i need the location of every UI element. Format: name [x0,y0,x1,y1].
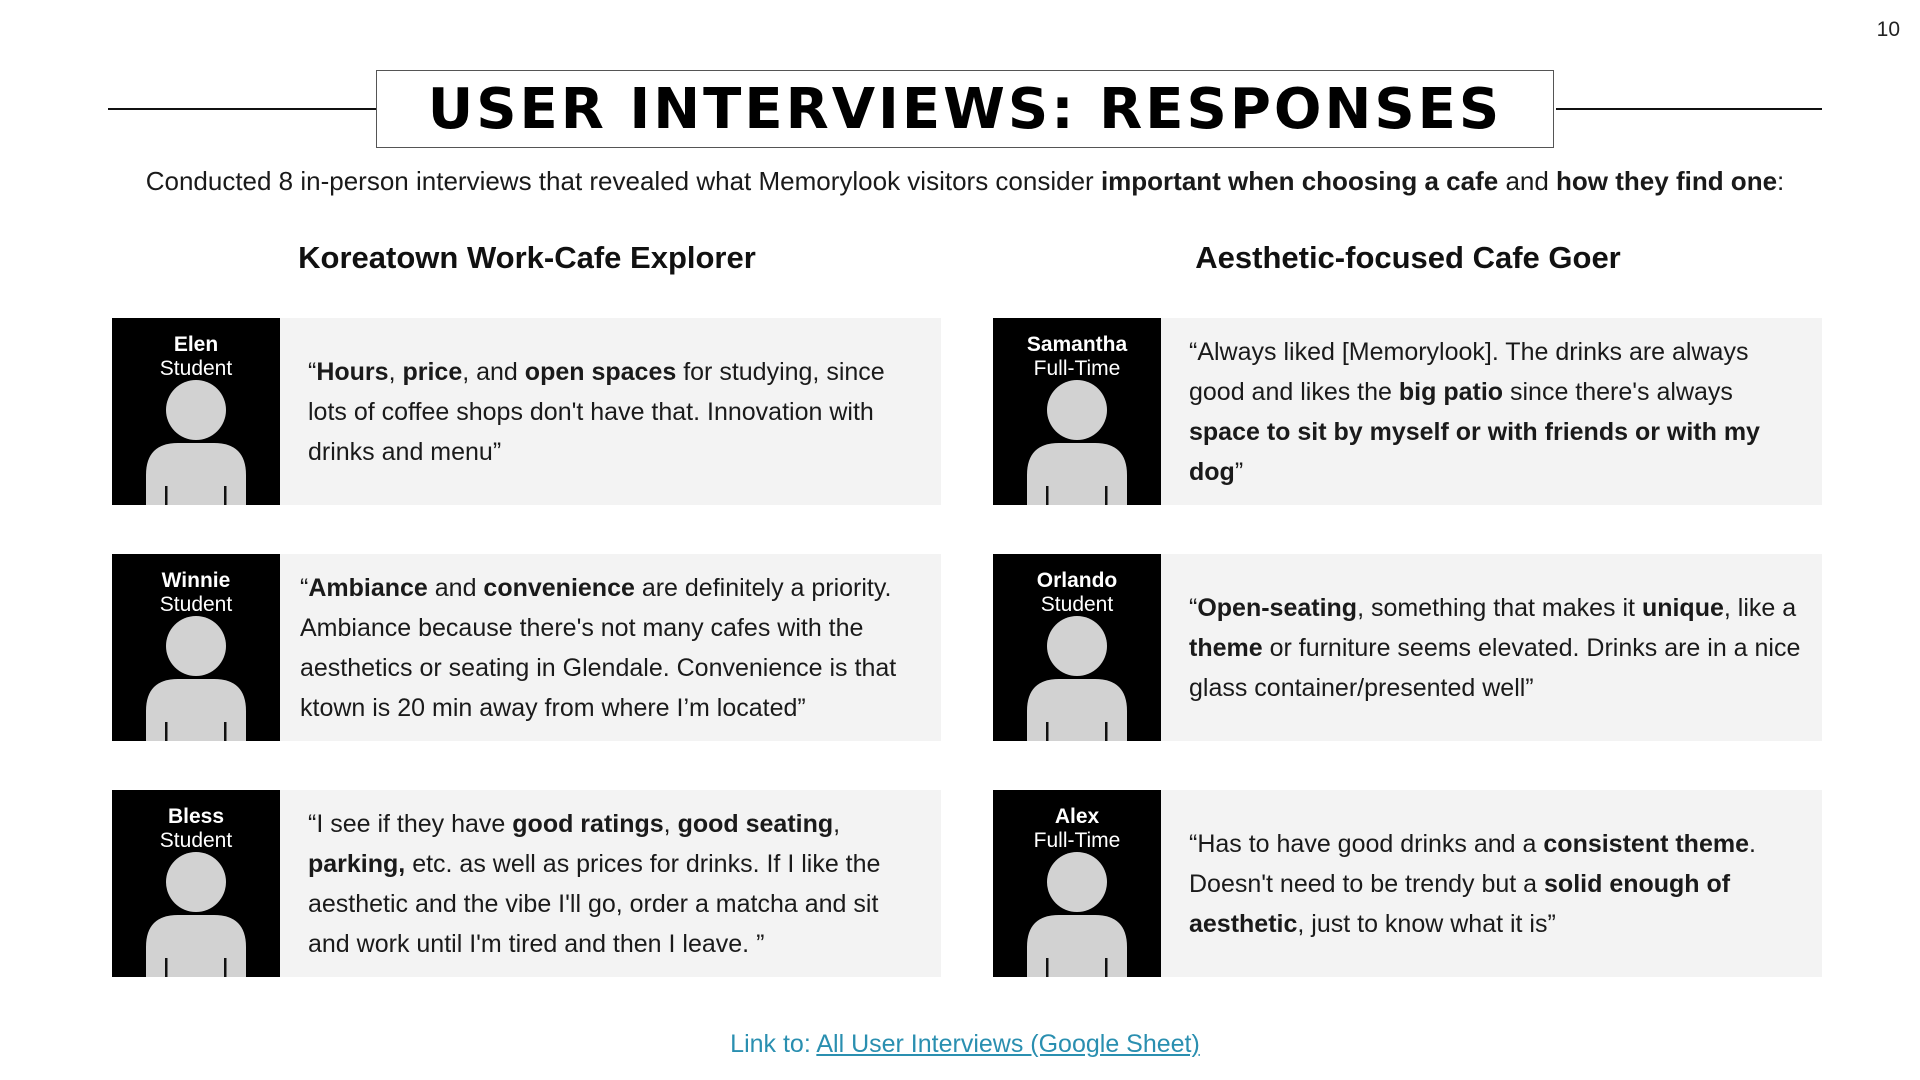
quote-text: “ [308,357,317,386]
all-interviews-link[interactable]: All User Interviews (Google Sheet) [816,1030,1200,1058]
interview-card-elen [112,318,941,505]
quote-emphasis: good seating [677,809,834,838]
interview-quote [1189,588,1802,708]
persona-panel [112,554,280,741]
user-avatar-icon [1027,380,1127,505]
quote-text: “Has to have good drinks and a [1189,829,1544,858]
persona-role: Student [1040,593,1114,616]
quote-text: , like a [1723,593,1797,622]
persona-panel [993,318,1161,505]
user-avatar-icon [1027,852,1127,977]
title-box [376,70,1554,148]
persona-role: Student [159,357,233,380]
persona-name: Samantha [1026,333,1128,356]
interview-quote [1189,332,1802,492]
quote-emphasis: big patio [1398,377,1504,406]
subtitle-emphasis: how they find one [1556,166,1778,196]
persona-role: Full-Time [1033,357,1121,380]
subtitle-emphasis: important when choosing a cafe [1100,166,1499,196]
quote-text: since there's always [1503,377,1733,406]
quote-emphasis: Hours [316,357,389,386]
interview-card-orlando [993,554,1822,741]
quote-box [280,318,941,505]
persona-panel [112,790,280,977]
quote-emphasis: open spaces [524,357,677,386]
page-number: 10 [1876,18,1900,41]
persona-name: Alex [1054,805,1100,828]
quote-text: etc. as well as prices for drinks. If I like the aesthetic and the vibe I'll go, order a matcha and sit and work until I'm tired and then I leave. ” [308,849,881,958]
quote-box [280,790,941,977]
persona-role: Full-Time [1033,829,1121,852]
quote-box [1161,318,1822,505]
persona-panel [993,790,1161,977]
persona-role: Student [159,593,233,616]
interview-card-samantha [993,318,1822,505]
footer-link-line [0,1030,1920,1059]
interview-card-bless [112,790,941,977]
quote-text: , something that makes it [1357,593,1642,622]
quote-text: “ [1189,593,1198,622]
quote-emphasis: Open-seating [1197,593,1358,622]
user-avatar-icon [146,380,246,505]
interview-card-alex [993,790,1822,977]
quote-emphasis: solid enough of aesthetic [1189,869,1731,938]
quote-text: are definitely a priority. Ambiance because there's not many cafes with the aesthetics or seating in Glendale. Convenience is that ktown is 20 min away from where I’m located” [300,573,897,722]
persona-name: Elen [173,333,219,356]
title-rule-right [1556,108,1822,110]
quote-text: , [388,357,403,386]
quote-emphasis: theme [1189,633,1263,662]
quote-box [280,554,941,741]
quote-box [1161,790,1822,977]
subtitle-text: : [1777,166,1785,196]
interview-card-winnie [112,554,941,741]
subtitle [0,166,1920,197]
quote-text: , and [462,357,525,386]
quote-text: or furniture seems elevated. Drinks are in a nice glass container/presented well” [1189,633,1801,702]
quote-emphasis: space to sit by myself or with friends or with my dog [1189,417,1760,486]
interview-quote [308,804,921,964]
quote-emphasis: unique [1641,593,1724,622]
persona-name: Winnie [161,569,231,592]
interview-quote [300,568,921,728]
interview-quote [308,352,921,472]
quote-emphasis: consistent theme [1543,829,1749,858]
footer-link-prefix: Link to: [730,1030,817,1058]
quote-emphasis: good ratings [512,809,664,838]
quote-box [1161,554,1822,741]
user-avatar-icon [1027,616,1127,741]
user-avatar-icon [146,852,246,977]
column-heading-work-cafe: Koreatown Work-Cafe Explorer [298,240,756,275]
persona-name: Bless [167,805,225,828]
quote-emphasis: parking, [308,849,406,878]
quote-text: . Doesn't need to be trendy but a [1189,829,1756,898]
persona-role: Student [159,829,233,852]
quote-text: ” [1234,457,1244,486]
quote-text: and [427,573,484,602]
page-title: USER INTERVIEWS: RESPONSES [427,76,1503,142]
persona-name: Orlando [1036,569,1118,592]
interview-quote [1189,824,1802,944]
subtitle-text: and [1498,166,1557,196]
persona-panel [112,318,280,505]
quote-text: for studying, since lots of coffee shops don't have that. Innovation with drinks and menu” [308,357,885,466]
quote-emphasis: Ambiance [308,573,428,602]
quote-text: “ [300,573,309,602]
title-rule-left [108,108,376,110]
quote-text: “Always liked [Memorylook]. The drinks are always good and likes the [1189,337,1749,406]
subtitle-text: Conducted 8 in-person interviews that revealed what Memorylook visitors consider [145,166,1101,196]
quote-text: “I see if they have [308,809,513,838]
quote-text: , just to know what it is” [1297,909,1556,938]
quote-text: , [833,809,841,838]
quote-emphasis: convenience [483,573,635,602]
persona-panel [993,554,1161,741]
column-heading-aesthetic: Aesthetic-focused Cafe Goer [1195,240,1621,275]
user-avatar-icon [146,616,246,741]
quote-emphasis: price [402,357,463,386]
quote-text: , [663,809,678,838]
